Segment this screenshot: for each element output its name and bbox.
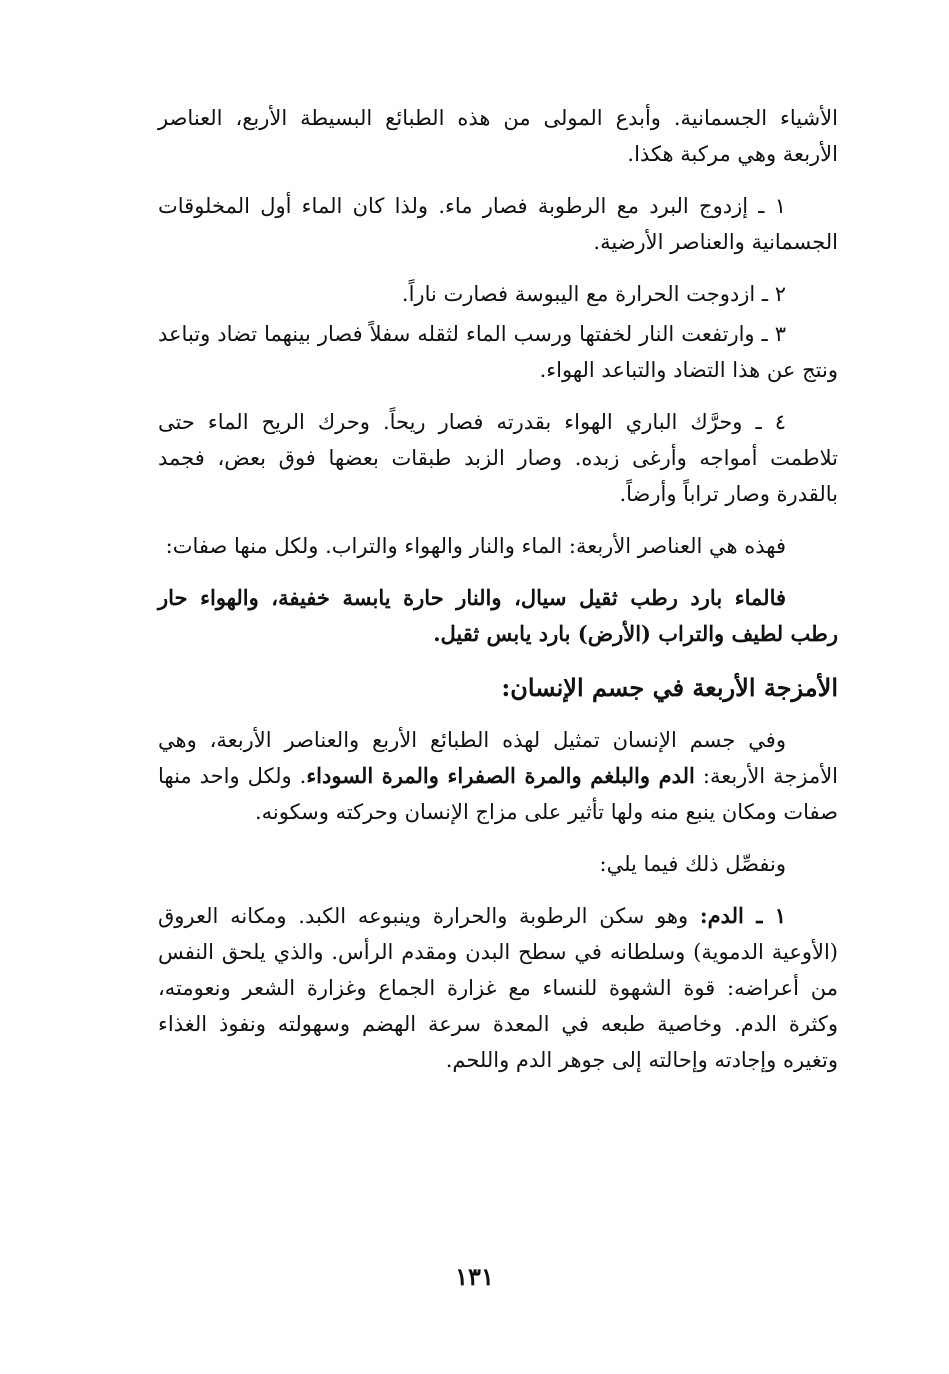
paragraph-4: ٣ ـ وارتفعت النار لخفتها ورسب الماء لثقله سفلاً فصار بينهما تضاد وتباعد ونتج عن هذا التضاد والتباعد الهواء.	[158, 322, 838, 382]
paragraph-10	[158, 898, 838, 1078]
paragraph-3: ٢ ـ ازدوجت الحرارة مع اليبوسة فصارت ناراً.	[401, 282, 786, 306]
four-humors-list: الدم والبلغم والمرة الصفراء والمرة السوداء	[306, 763, 695, 788]
paragraph-5: ٤ ـ وحرَّك الباري الهواء بقدرته فصار ريحاً. وحرك الريح الماء حتى تلاطمت أمواجه وأرغى زبده. وصار الزبد طبقات بعضها فوق بعض، فجمد بالقدرة وصار تراباً وأرضاً.	[158, 410, 838, 506]
page-number: ١٣١	[455, 1262, 494, 1291]
paragraph-8-start: وفي جسم الإنسان تمثيل لهذه الطبائع الأربع والعناصر الأربعة، وهي الأمزجة الأربعة:	[158, 728, 839, 788]
paragraph-1: الأشياء الجسمانية. وأبدع المولى من هذه الطبائع البسيطة الأربع، العناصر الأربعة وهي مركبة هكذا.	[158, 106, 838, 166]
page-body	[158, 100, 838, 1094]
blood-label: ١ ـ الدم:	[699, 903, 786, 928]
paragraph-8-end: . ولكل واحد منها صفات ومكان ينبع منه ولها تأثير على مزاج الإنسان وحركته وسكونه.	[158, 764, 838, 824]
paragraph-2: ١ ـ إزدوج البرد مع الرطوبة فصار ماء. ولذا كان الماء أول المخلوقات الجسمانية والعناصر الأرضية.	[158, 194, 838, 254]
paragraph-8	[158, 722, 838, 830]
paragraph-6: فهذه هي العناصر الأربعة: الماء والنار والهواء والتراب. ولكل منها صفات:	[165, 534, 786, 558]
paragraph-9: ونفصِّل ذلك فيما يلي:	[599, 852, 786, 876]
section-heading: الأمزجة الأربعة في جسم الإنسان:	[501, 673, 838, 702]
blood-text: وهو سكن الرطوبة والحرارة وينبوعه الكبد. ومكانه العروق (الأوعية الدموية) وسلطانه في سطح البدن ومقدم الرأس. والذي يلحق النفس من أعراضه: قوة الشهوة للنساء مع غزارة الجماع وغزارة الشعر ونعومته، وكثرة الدم. وخاصية طبعه في المعدة سرعة الهضم وسهولته ونفوذ الغذاء وتغيره وإجادته وإحالته إلى جوهر الدم واللحم.	[158, 904, 838, 1072]
paragraph-7: فالماء بارد رطب ثقيل سيال، والنار حارة يابسة خفيفة، والهواء حار رطب لطيف والتراب (الأرض) بارد يابس ثقيل.	[158, 585, 838, 646]
